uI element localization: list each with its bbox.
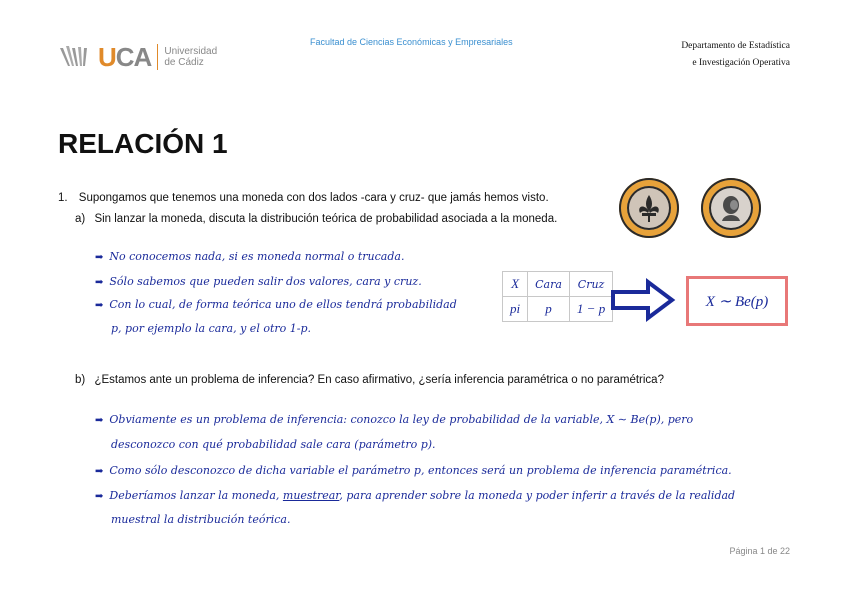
question-text: Supongamos que tenemos una moneda con dos lados -cara y cruz- que jamás hemos visto. [78, 192, 549, 204]
answer-a-2 [95, 275, 422, 288]
answer-b-2: desconozco con qué probabilidad sale cara (parámetro p). [111, 438, 436, 451]
answer-text: Sólo sabemos que pueden salir dos valores, cara y cruz. [109, 275, 422, 288]
probability-table [502, 271, 613, 322]
table-cell: Cruz [569, 272, 612, 297]
university-logo [58, 42, 217, 72]
answer-b-3 [95, 464, 732, 477]
answer-a-1 [95, 250, 404, 263]
coin-heads-image [619, 178, 679, 238]
answer-b-5: muestral la distribución teórica. [111, 513, 291, 526]
subquestion-label: a) [75, 213, 86, 225]
table-row [503, 297, 613, 322]
table-cell: p [528, 297, 570, 322]
answer-b-4 [95, 489, 735, 502]
arrow-bullet-icon: ➡ [95, 466, 104, 477]
page-title: RELACIÓN 1 [58, 128, 228, 159]
question-1a [75, 213, 557, 225]
subquestion-text: ¿Estamos ante un problema de inferencia? En caso afirmativo, ¿sería inferencia paramétrica o no paramétrica? [94, 374, 664, 386]
coin-tails-image [701, 178, 761, 238]
question-1 [58, 192, 549, 204]
department-name [681, 38, 790, 72]
page-number: Página 1 de 22 [729, 546, 790, 556]
table-row [503, 272, 613, 297]
distribution-formula: X ∼ Be(p) [705, 293, 769, 310]
table-cell: Cara [528, 272, 570, 297]
logo-wordmark: UCA [98, 41, 152, 72]
answer-a-4: p, por ejemplo la cara, y el otro 1-p. [111, 322, 312, 335]
answer-text: Obviamente es un problema de inferencia: conozco la ley de probabilidad de la variable, X ∼ Be(p), pero [109, 413, 694, 426]
table-cell: pi [503, 297, 528, 322]
answer-b-1 [95, 413, 693, 426]
question-1b [75, 374, 664, 386]
arrow-bullet-icon: ➡ [95, 300, 104, 311]
arrow-bullet-icon: ➡ [95, 415, 104, 426]
question-number: 1. [58, 192, 68, 204]
logo-wordmark-rest: CA [115, 41, 152, 72]
underlined-term: muestrear [282, 489, 340, 502]
arrow-bullet-icon: ➡ [95, 252, 104, 263]
department-line-1: Departamento de Estadística [681, 41, 790, 51]
logo-divider [157, 44, 158, 70]
fleur-de-lis-icon [637, 193, 661, 223]
logo-line-2: de Cádiz [164, 57, 204, 68]
subquestion-text: Sin lanzar la moneda, discuta la distribución teórica de probabilidad asociada a la moneda. [94, 213, 558, 225]
answer-text: Deberíamos lanzar la moneda, [109, 489, 283, 502]
answer-text: No conocemos nada, si es moneda normal o trucada. [109, 250, 405, 263]
uca-emblem-icon [58, 44, 92, 70]
coin-face [627, 186, 671, 230]
department-line-2: e Investigación Operativa [692, 58, 790, 68]
distribution-box [686, 276, 788, 326]
arrow-bullet-icon: ➡ [95, 277, 104, 288]
portrait-icon [716, 193, 746, 223]
coin-face [709, 186, 753, 230]
answer-text: Con lo cual, de forma teórica uno de ellos tendrá probabilidad [109, 298, 457, 311]
answer-text: , para aprender sobre la moneda y poder inferir a través de la realidad [339, 489, 736, 502]
answer-a-3 [95, 298, 457, 311]
table-cell: 1 − p [569, 297, 612, 322]
big-arrow-icon [610, 278, 676, 322]
subquestion-label: b) [75, 374, 86, 386]
table-cell: X [503, 272, 528, 297]
faculty-name: Facultad de Ciencias Económicas y Empresariales [310, 37, 513, 47]
answer-text: Como sólo desconozco de dicha variable el parámetro p, entonces será un problema de inferencia paramétrica. [109, 464, 732, 477]
logo-line-1: Universidad [164, 46, 218, 57]
logo-text [164, 46, 217, 68]
arrow-bullet-icon: ➡ [95, 491, 104, 502]
